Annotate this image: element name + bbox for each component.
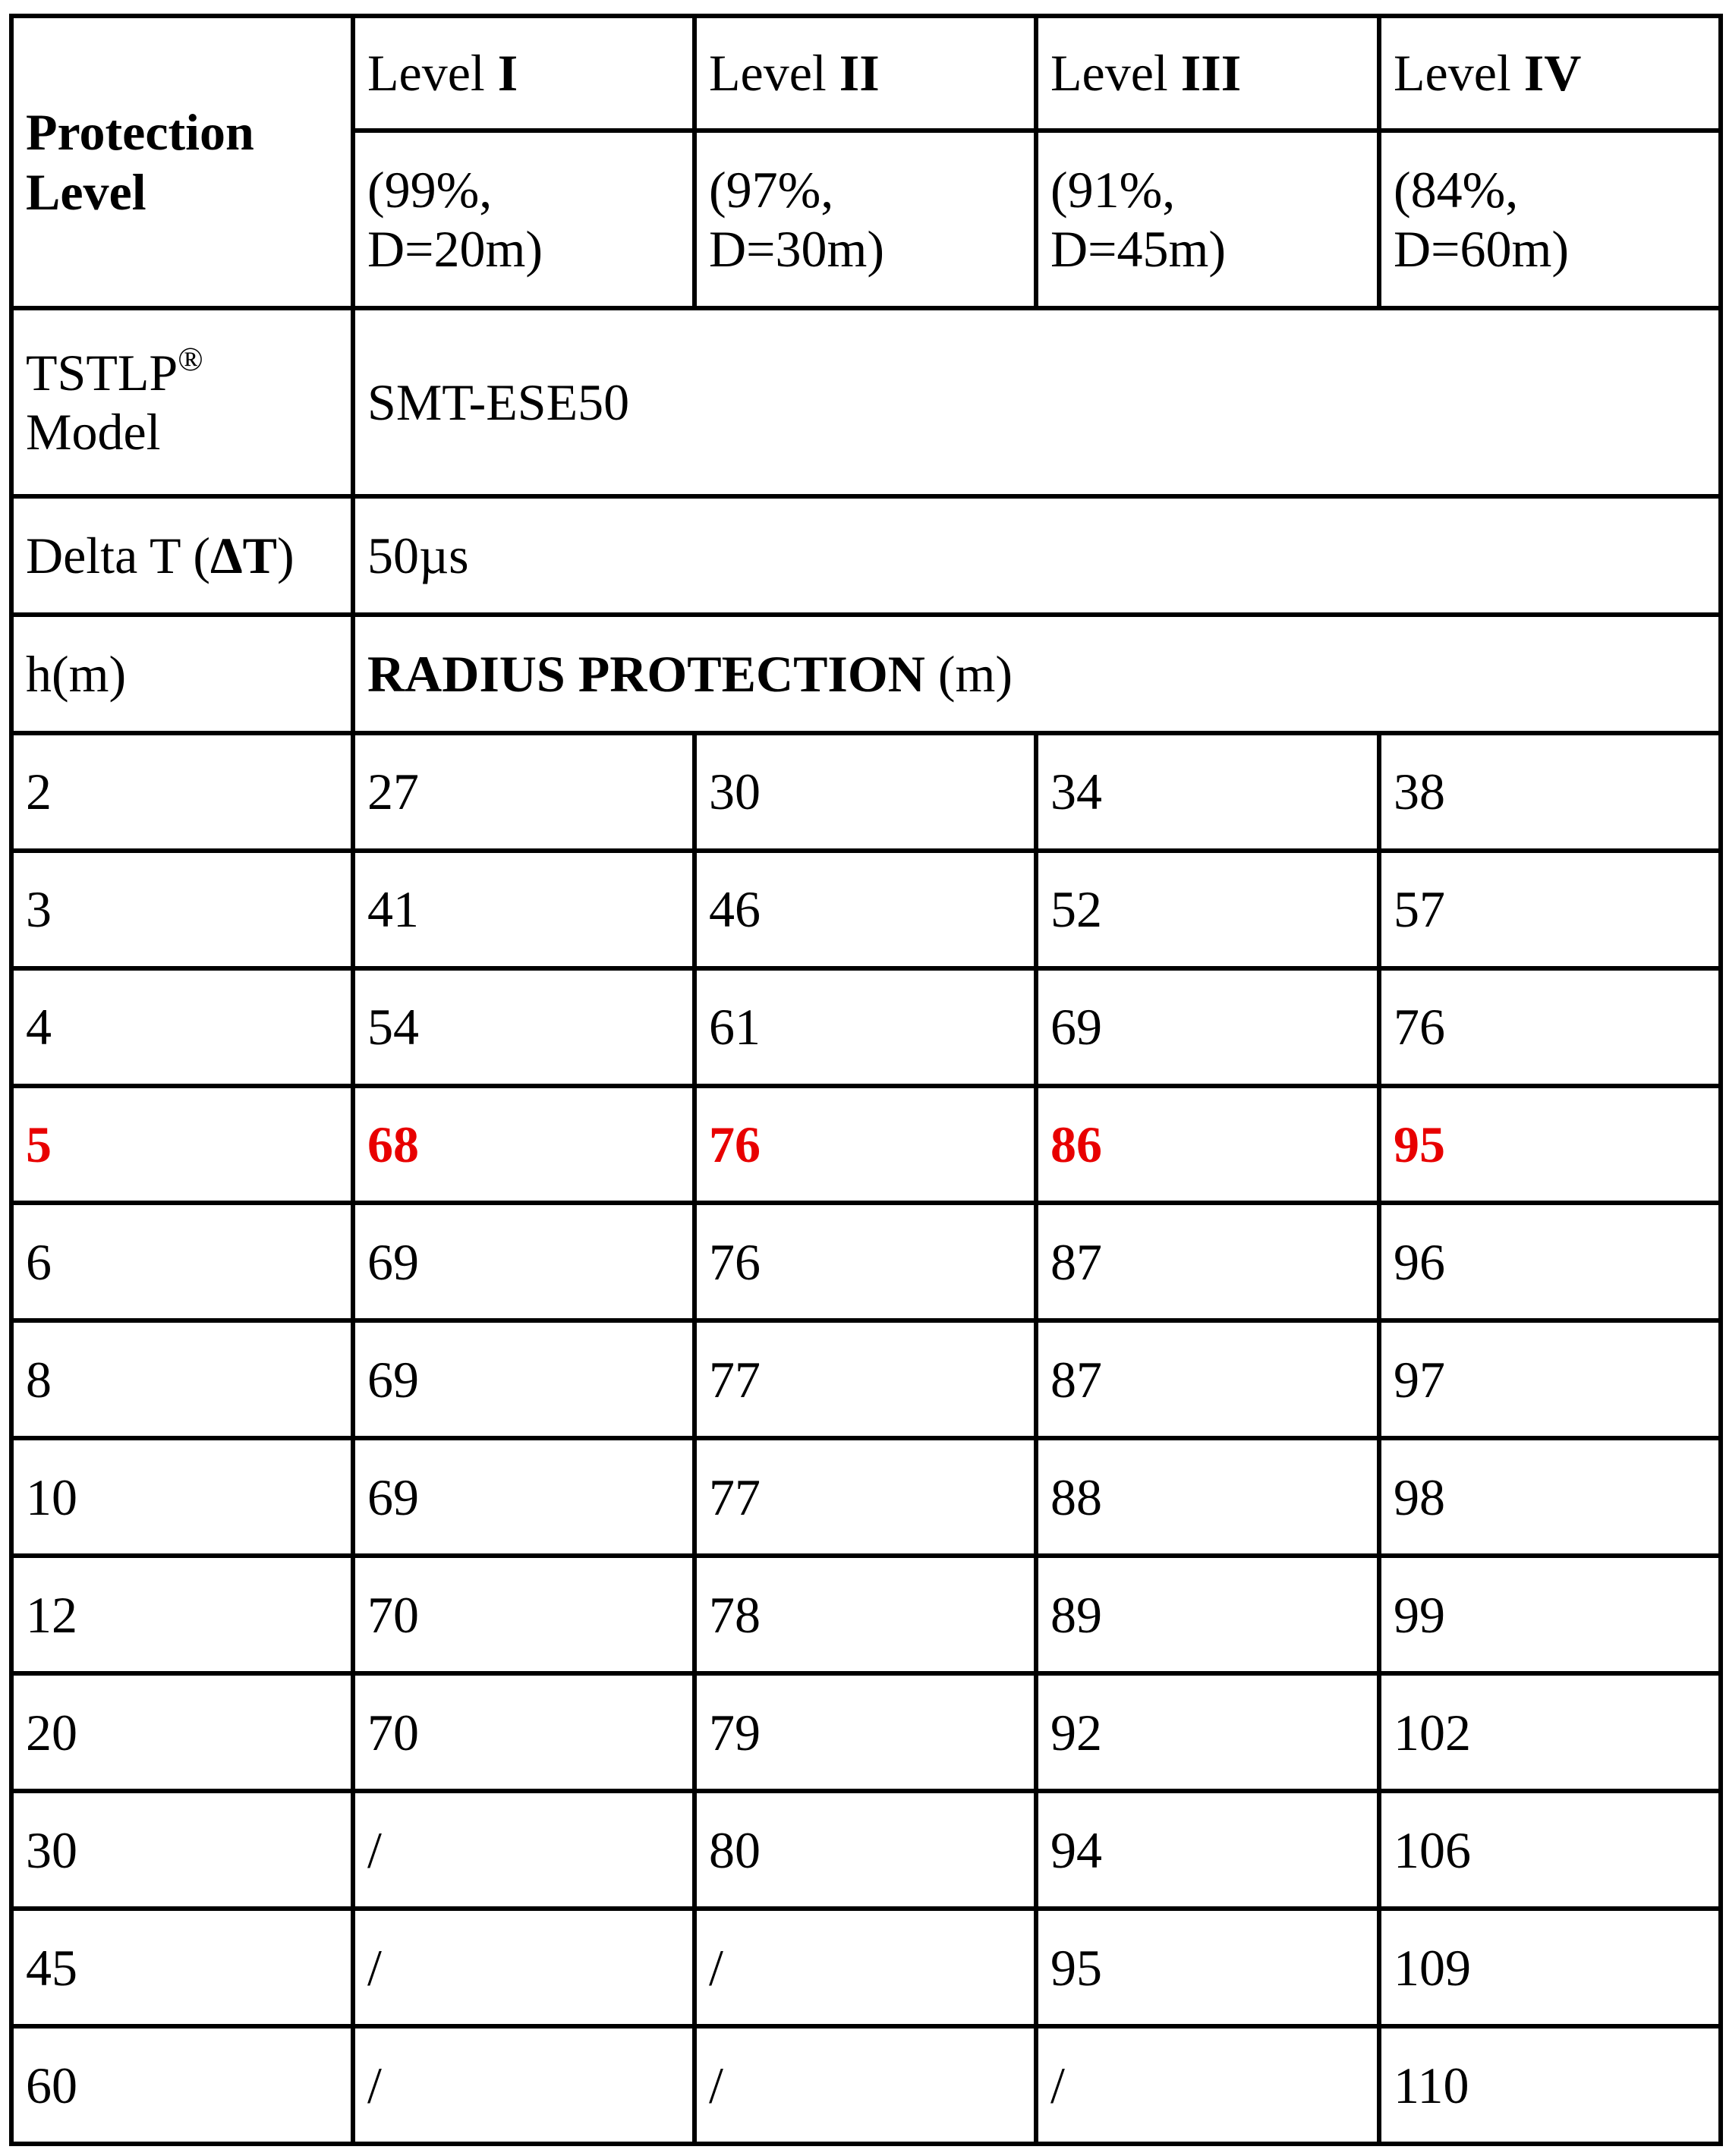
radius-cell: 89 (1036, 1556, 1379, 1673)
height-cell: 3 (11, 851, 353, 968)
radius-cell: 69 (353, 1320, 694, 1438)
radius-cell: 110 (1379, 2026, 1721, 2144)
radius-cell: 27 (353, 733, 694, 851)
table-row (11, 1320, 1721, 1438)
level-roman: II (839, 44, 880, 102)
table-row (11, 733, 1721, 851)
radius-cell: 92 (1036, 1673, 1379, 1791)
radius-cell: / (694, 2026, 1036, 2144)
radius-cell: 88 (1036, 1438, 1379, 1556)
table-row (11, 1203, 1721, 1320)
radius-cell: 102 (1379, 1673, 1721, 1791)
radius-cell: 95 (1036, 1909, 1379, 2026)
level-roman: I (497, 44, 518, 102)
radius-cell: 80 (694, 1791, 1036, 1909)
height-cell: 10 (11, 1438, 353, 1556)
level-criteria-4: (84%, D=60m) (1379, 131, 1721, 308)
radius-cell: 106 (1379, 1791, 1721, 1909)
radius-cell: 46 (694, 851, 1036, 968)
radius-cell: 79 (694, 1673, 1036, 1791)
radius-cell: 68 (353, 1086, 694, 1204)
header-row-levels (11, 16, 1721, 131)
radius-cell: / (353, 1791, 694, 1909)
radius-cell: / (353, 1909, 694, 2026)
delta-row (11, 496, 1721, 615)
table-row (11, 851, 1721, 968)
radius-cell: 77 (694, 1438, 1036, 1556)
radius-cell: 77 (694, 1320, 1036, 1438)
radius-cell: / (694, 1909, 1036, 2026)
radius-cell: 96 (1379, 1203, 1721, 1320)
level-roman: III (1180, 44, 1242, 102)
radius-cell: 99 (1379, 1556, 1721, 1673)
radius-protection-table (9, 14, 1723, 2146)
radius-cell: 98 (1379, 1438, 1721, 1556)
height-cell: 6 (11, 1203, 353, 1320)
radius-cell: / (353, 2026, 694, 2144)
table-row (11, 1673, 1721, 1791)
level-criteria-3: (91%, D=45m) (1036, 131, 1379, 308)
radius-cell: 87 (1036, 1320, 1379, 1438)
delta-label: Delta T (ΔT) (11, 496, 353, 615)
height-cell: 5 (11, 1086, 353, 1204)
table-row (11, 1438, 1721, 1556)
radius-cell: 41 (353, 851, 694, 968)
table-row (11, 1791, 1721, 1909)
height-cell: 60 (11, 2026, 353, 2144)
table-row (11, 2026, 1721, 2144)
radius-cell: 34 (1036, 733, 1379, 851)
radius-cell: 95 (1379, 1086, 1721, 1204)
radius-header-row (11, 615, 1721, 733)
level-roman: IV (1523, 44, 1582, 102)
protection-label-line1: Protection (26, 103, 254, 162)
model-row (11, 308, 1721, 496)
radius-cell: 69 (353, 1438, 694, 1556)
height-cell: 45 (11, 1909, 353, 2026)
radius-cell: 52 (1036, 851, 1379, 968)
radius-cell: 76 (1379, 968, 1721, 1086)
radius-cell: 86 (1036, 1086, 1379, 1204)
delta-value: 50µs (353, 496, 1721, 615)
model-label: TSTLP® Model (11, 308, 353, 496)
radius-cell: 30 (694, 733, 1036, 851)
level-criteria-2: (97%, D=30m) (694, 131, 1036, 308)
radius-protection-title: RADIUS PROTECTION (m) (353, 615, 1721, 733)
data-rows (11, 733, 1721, 2144)
radius-cell: 97 (1379, 1320, 1721, 1438)
radius-cell: 69 (353, 1203, 694, 1320)
radius-cell: 76 (694, 1203, 1036, 1320)
radius-cell: 109 (1379, 1909, 1721, 2026)
table-row (11, 1086, 1721, 1204)
table-row (11, 1556, 1721, 1673)
registered-mark: ® (178, 340, 203, 378)
level-header-2: Level II (694, 16, 1036, 131)
level-header-3: Level III (1036, 16, 1379, 131)
height-cell: 20 (11, 1673, 353, 1791)
radius-cell: 69 (1036, 968, 1379, 1086)
radius-cell: 78 (694, 1556, 1036, 1673)
radius-cell: 61 (694, 968, 1036, 1086)
table-row (11, 1909, 1721, 2026)
height-cell: 4 (11, 968, 353, 1086)
radius-cell: 70 (353, 1673, 694, 1791)
level-criteria-1: (99%, D=20m) (353, 131, 694, 308)
protection-label-line2: Level (26, 162, 146, 221)
height-cell: 12 (11, 1556, 353, 1673)
radius-cell: 87 (1036, 1203, 1379, 1320)
height-cell: 30 (11, 1791, 353, 1909)
level-header-1: Level I (353, 16, 694, 131)
height-column-label: h(m) (11, 615, 353, 733)
radius-cell: 57 (1379, 851, 1721, 968)
level-header-4: Level IV (1379, 16, 1721, 131)
radius-cell: / (1036, 2026, 1379, 2144)
radius-cell: 70 (353, 1556, 694, 1673)
radius-cell: 38 (1379, 733, 1721, 851)
height-cell: 2 (11, 733, 353, 851)
radius-cell: 54 (353, 968, 694, 1086)
model-value: SMT-ESE50 (353, 308, 1721, 496)
radius-cell: 94 (1036, 1791, 1379, 1909)
protection-level-header (11, 16, 353, 308)
height-cell: 8 (11, 1320, 353, 1438)
radius-cell: 76 (694, 1086, 1036, 1204)
table-row (11, 968, 1721, 1086)
